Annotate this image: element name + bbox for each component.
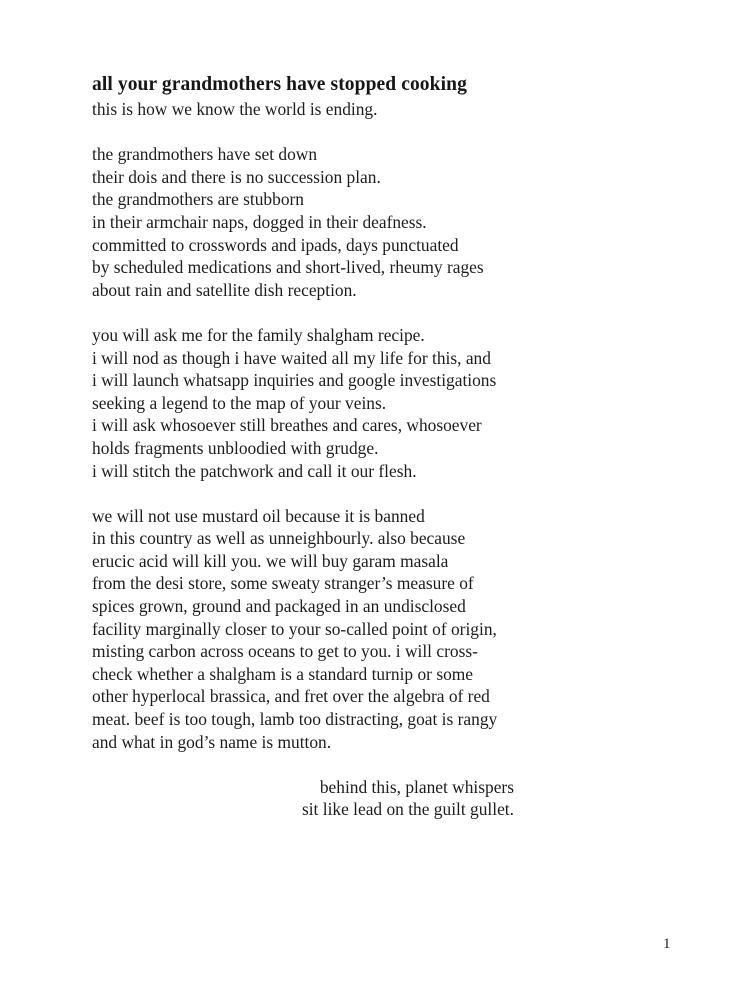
poem-line: meat. beef is too tough, lamb too distracting, goat is rangy (92, 709, 498, 730)
poem-line: i will launch whatsapp inquiries and google investigations (92, 370, 497, 391)
poem-line: you will ask me for the family shalgham recipe. (92, 324, 425, 345)
poem-line: their dois and there is no succession plan. (92, 166, 381, 187)
poem-line: committed to crosswords and ipads, days punctuated (92, 234, 459, 255)
stanza-5 (92, 776, 514, 821)
poem-line: erucic acid will kill you. we will buy garam masala (92, 550, 449, 571)
stanza-break (92, 482, 652, 505)
poem-line: holds fragments unbloodied with grudge. (92, 437, 379, 458)
poem-line: from the desi store, some sweaty stranger’s measure of (92, 573, 474, 594)
poem-line: sit like lead on the guilt gullet. (301, 799, 514, 820)
poem-line: i will nod as though i have waited all my life for this, and (92, 347, 491, 368)
stanza-2 (92, 143, 652, 301)
stanza-break (92, 121, 652, 144)
poem-line: spices grown, ground and packaged in an undisclosed (92, 596, 466, 617)
poem-line: facility marginally closer to your so-called point of origin, (92, 618, 497, 639)
poem-line: check whether a shalgham is a standard turnip or some (92, 663, 474, 684)
stanza-break (92, 753, 652, 776)
poem-line: this is how we know the world is ending. (92, 99, 378, 119)
stanza-break (92, 301, 652, 324)
poem-line: behind this, planet whispers (319, 776, 514, 797)
poem-line: in this country as well as unneighbourly. also because (92, 528, 466, 549)
stanza-3 (92, 324, 652, 482)
poem-line: and what in god’s name is mutton. (92, 731, 332, 752)
poem-line: the grandmothers are stubborn (92, 189, 305, 210)
stanza-1 (92, 98, 652, 121)
poem-line: about rain and satellite dish reception. (92, 279, 357, 300)
poem-line: we will not use mustard oil because it is banned (92, 505, 425, 526)
poem-line: i will stitch the patchwork and call it our flesh. (92, 460, 417, 481)
poem-line: i will ask whosoever still breathes and cares, whosoever (92, 415, 482, 436)
poem-line: by scheduled medications and short-lived, rheumy rages (92, 257, 484, 278)
page-number: 1 (663, 936, 671, 952)
poem-line: the grandmothers have set down (92, 144, 318, 165)
poem-line: seeking a legend to the map of your veins. (92, 392, 387, 413)
poem-line: in their armchair naps, dogged in their deafness. (92, 211, 427, 232)
poem-line: misting carbon across oceans to get to you. i will cross- (92, 641, 478, 662)
poem-title: all your grandmothers have stopped cooking (92, 74, 467, 95)
stanza-4 (92, 505, 652, 754)
poem-page (92, 72, 652, 821)
poem-line: other hyperlocal brassica, and fret over the algebra of red (92, 686, 490, 707)
